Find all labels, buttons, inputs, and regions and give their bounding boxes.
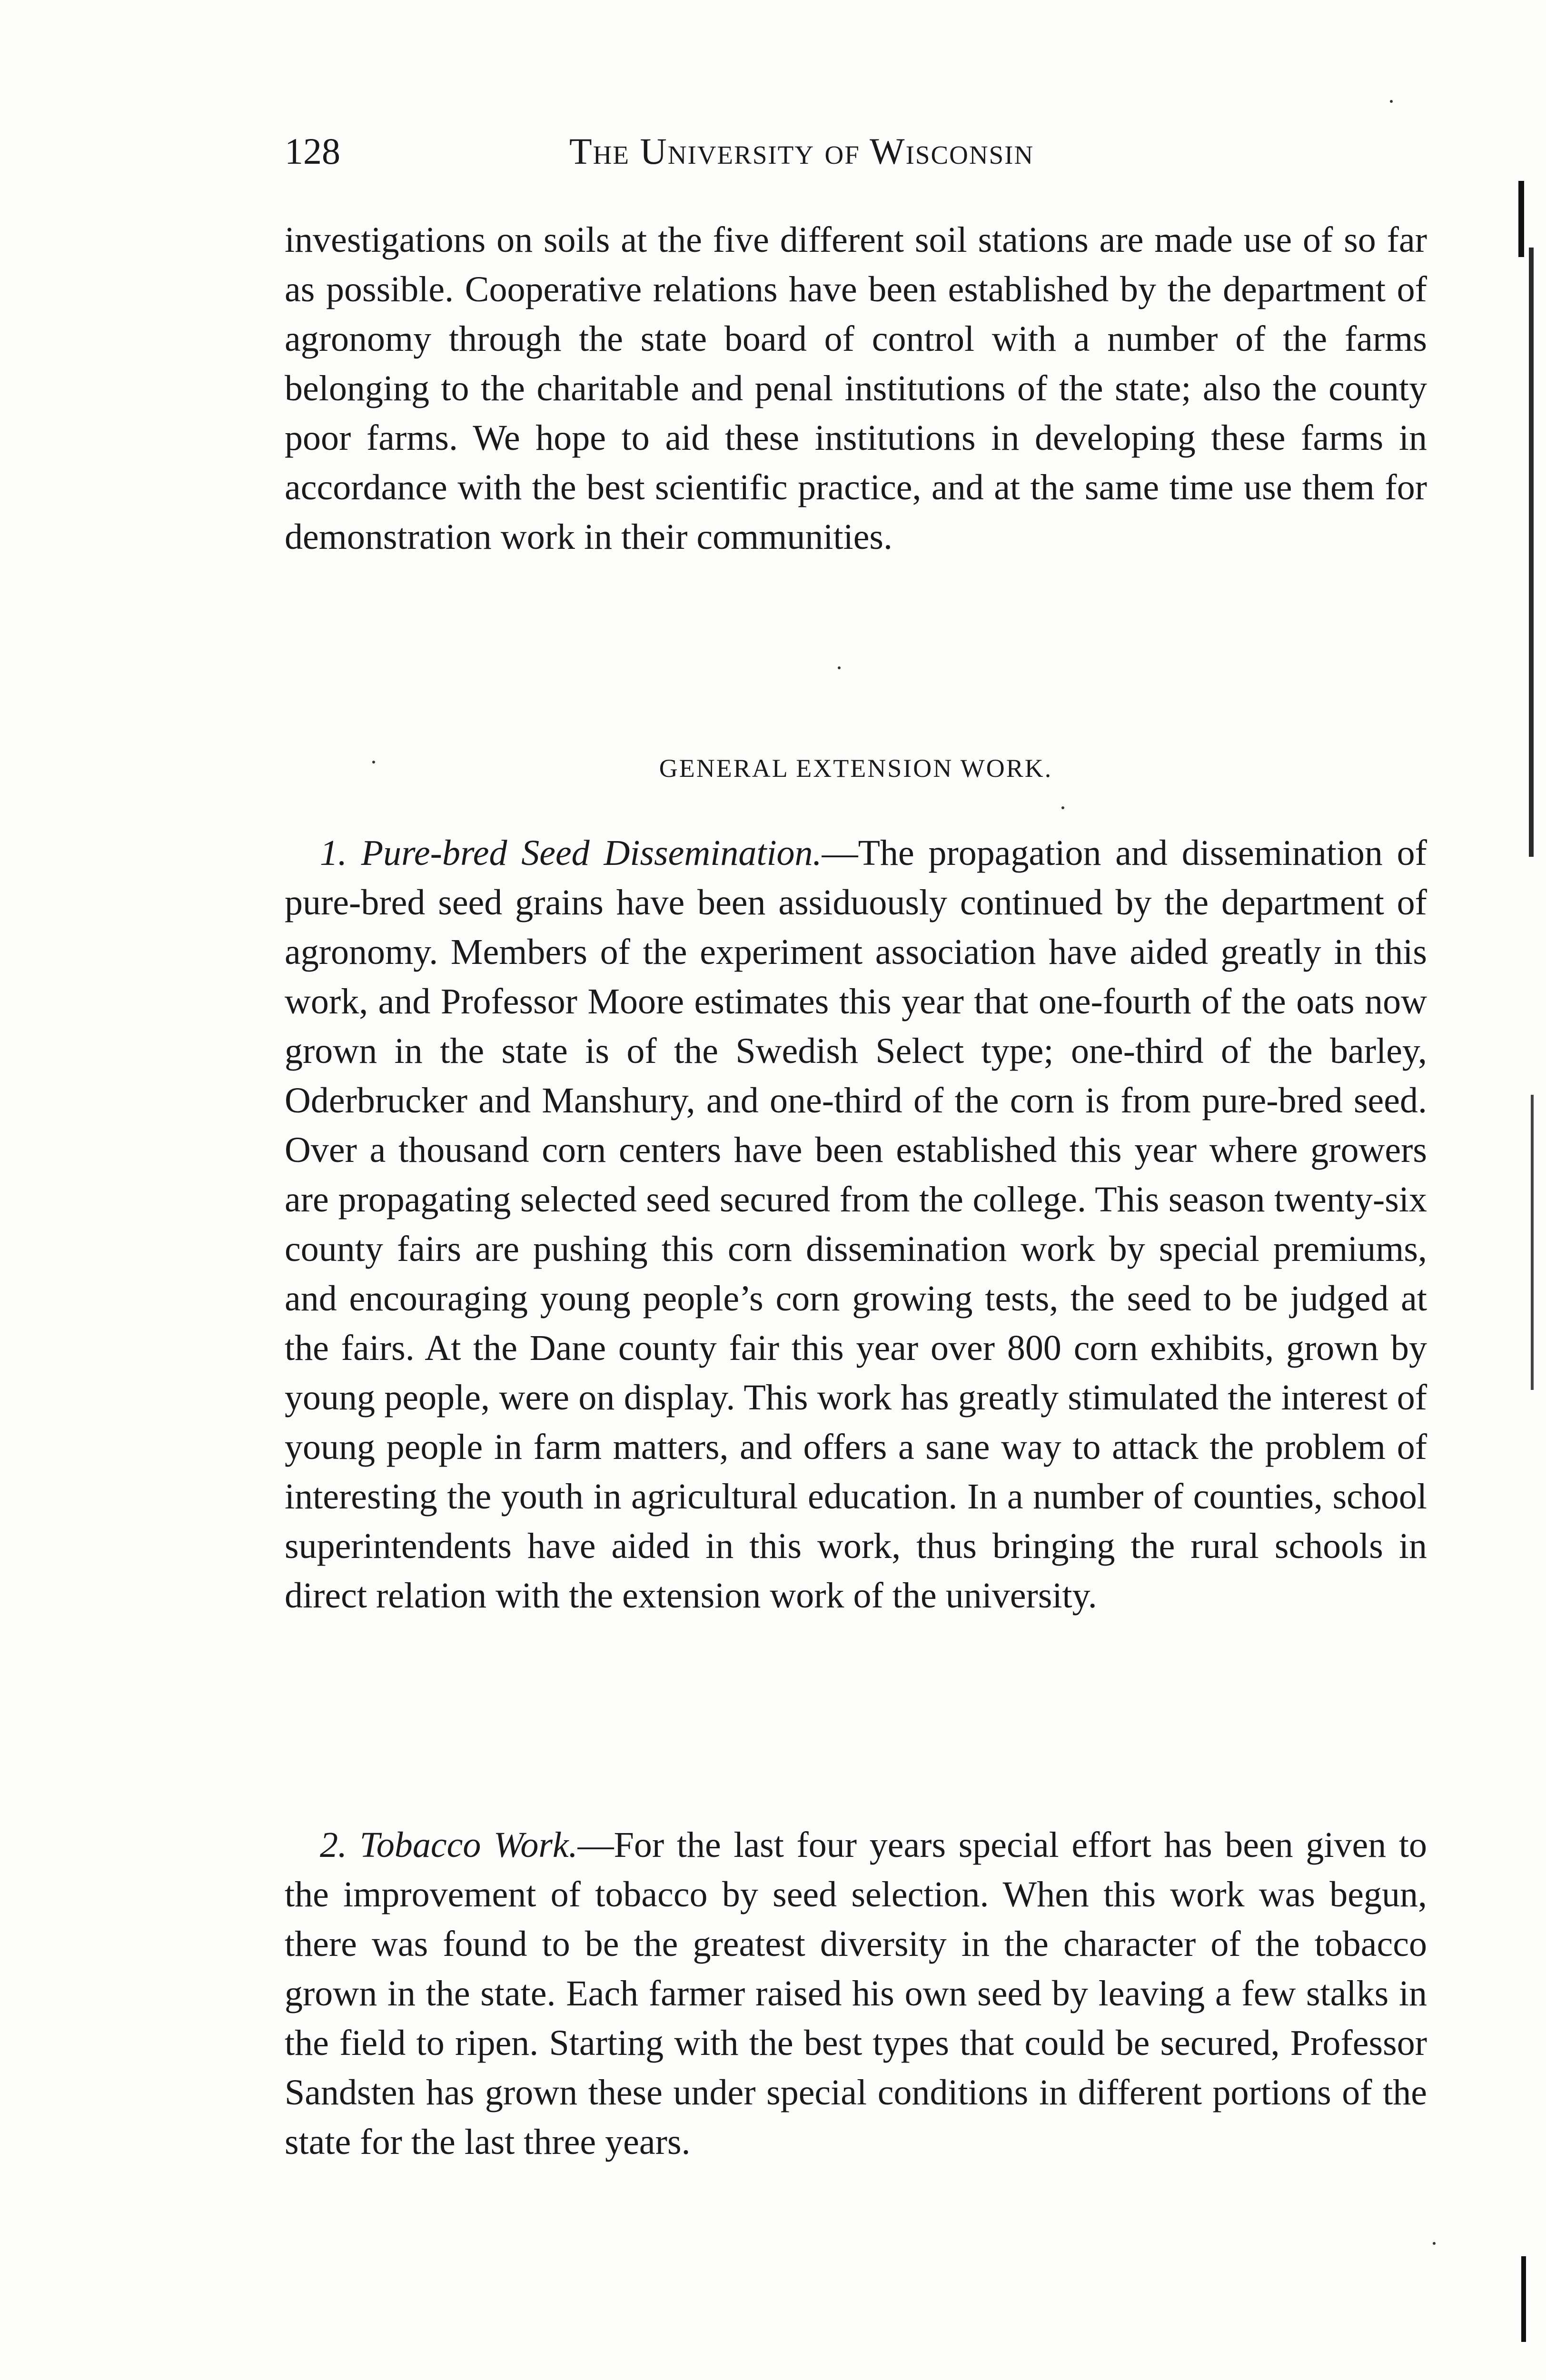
section-heading: GENERAL EXTENSION WORK. — [659, 754, 1053, 783]
run-in-heading-tobacco: 2. Tobacco Work. — [320, 1825, 578, 1865]
scan-speck — [1433, 2242, 1436, 2245]
scan-edge-mark — [1529, 248, 1534, 857]
paragraph-tobacco-work — [285, 1820, 1427, 2167]
run-in-heading-seed: 1. Pure-bred Seed Dissemination. — [320, 833, 822, 873]
page-number: 128 — [285, 130, 340, 172]
scan-speck — [372, 761, 375, 764]
scan-speck — [838, 666, 841, 669]
paragraph-soil-stations: investigations on soils at the five different soil stations are made use of so far as possible. Cooperative relations have been established by the department of agronomy through the state board of control with a number of the farms belonging to the charitable and penal institutions of the state; also the county poor farms. We hope to aid these institutions in developing these farms in accordance with the best scientific practice, and at the same time use them for demonstration work in their communities. — [285, 220, 1427, 557]
scan-speck — [1390, 100, 1393, 103]
scan-edge-mark — [1521, 2256, 1526, 2342]
page-header — [285, 123, 1427, 180]
scan-edge-mark — [1518, 181, 1524, 257]
scan-edge-mark — [1531, 1095, 1534, 1390]
paragraph-seed-body: —The propagation and dissemination of pure-bred seed grains have been assiduously continued by the department of agronomy. Members of the experiment association have aided greatly in this work, and Professor Moore estimates this year that one-fourth of the oats now grown in the state is of the Swedish Select type; one-third of the barley, Oderbrucker and Manshury, and one-third of the corn is from pure-bred seed. Over a thousand corn centers have been established this year where growers are propagating selected seed secured from the college. This season twenty-six county fairs are pushing this corn dissemination work by special premiums, and encouraging young people’s corn growing tests, the seed to be judged at the fairs. At the Dane county fair this year over 800 corn exhibits, grown by young people, were on display. This work has greatly stimulated the interest of young people in farm matters, and offers a sane way to attack the problem of interesting the youth in agricultural education. In a number of counties, school superintendents have aided in this work, thus bringing the rural schools in direct relation with the extension work of the university. — [285, 833, 1427, 1616]
running-head: The University of Wisconsin — [569, 130, 1034, 172]
paragraph-seed-dissemination — [285, 828, 1427, 1620]
paragraph-tobacco-body: —For the last four years special effort has been given to the improvement of tobacco by seed selection. When this work was begun, there was found to be the greatest diversity in the character of the tobacco grown in the state. Each farmer raised his own seed by leaving a few stalks in the field to ripen. Starting with the best types that could be secured, Professor Sandsten has grown these under special conditions in different portions of the state for the last three years. — [285, 1825, 1427, 2162]
scan-speck — [1061, 806, 1064, 809]
